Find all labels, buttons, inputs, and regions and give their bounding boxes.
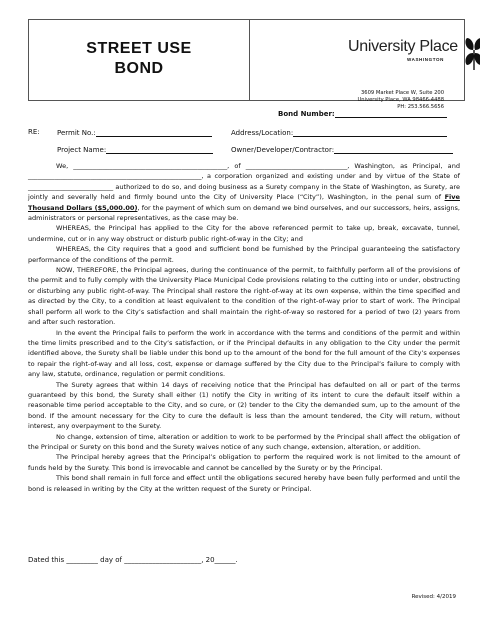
paragraph-whereas-bond: WHEREAS, the City requires that a good and sufficient bond be furnished by the Principal guaranteeing the satisfactory performance of the conditions of the permit.	[28, 245, 460, 264]
address-line-1: 3609 Market Place W, Suite 200	[361, 90, 444, 96]
revision-date: Revised: 4/2019	[411, 594, 456, 600]
re-label: RE:	[28, 128, 40, 136]
address-location-label: Address/Location:	[231, 129, 294, 137]
logo-subtext: WASHINGTON	[407, 57, 444, 62]
paragraph-obligation: The Principal hereby agrees that the Principal’s obligation to perform the required work is not limited to the amount of funds held by the Surety. This bond is irrevocable and cannot be cancelled by the Surety or by the Principal.	[28, 453, 460, 472]
header-box	[28, 19, 465, 110]
project-name-field[interactable]	[57, 145, 213, 154]
title-line-2: BOND	[114, 60, 164, 77]
bond-number-field[interactable]	[278, 109, 447, 118]
logo-text: University Place	[348, 38, 458, 55]
owner-developer-field[interactable]	[231, 145, 453, 154]
permit-no-blank[interactable]	[96, 128, 212, 137]
parties-text-end: , for the payment of which sum on demand we bind ourselves, and our successors, heirs, assigns, administrators or personal representatives, as the case may be.	[28, 203, 460, 223]
owner-developer-blank[interactable]	[334, 145, 453, 154]
address-location-blank[interactable]	[293, 128, 447, 137]
permit-no-field[interactable]	[57, 128, 212, 137]
paragraph-parties	[28, 161, 460, 223]
project-name-blank[interactable]	[106, 145, 213, 154]
title-line-1: STREET USE	[86, 40, 192, 57]
owner-developer-label: Owner/Developer/Contractor:	[231, 146, 335, 154]
permit-no-label: Permit No.:	[57, 129, 96, 137]
header-divider	[249, 20, 250, 100]
page-title	[29, 39, 249, 79]
bond-number-blank[interactable]	[335, 109, 447, 118]
leaf-logo-icon	[463, 36, 480, 72]
paragraph-whereas-permit: WHEREAS, the Principal has applied to the City for the above referenced permit to take up, break, excavate, tunnel, undermine, cut or in any way obstruct or disturb public right-of-way in the City; and	[28, 224, 460, 243]
paragraph-no-change: No change, extension of time, alteration or addition to work to be performed by the Principal shall affect the obligation of the Principal or Surety on this bond and the Surety waives notice of any such change, extension, alteration, or addition.	[28, 432, 460, 451]
bond-body	[28, 161, 460, 494]
phone-number: PH: 253.566.5656	[397, 104, 444, 110]
parties-text: We, _______________________________________________, of _______________________________, Washington, as Principal, and _____________________________________________________, a corporation organized and existing under and by virtue of the State of __________________________ authorized to do so, and doing business as a Surety company in the State of Washington, as Surety, are jointly and severally held and firmly bound unto the City of University Place (“City”), Washington, in the penal sum of	[28, 162, 460, 202]
paragraph-surety-notice: The Surety agrees that within 14 days of receiving notice that the Principal has defaulted on all or part of the terms guaranteed by this bond, the Surety shall either (1) notify the City in writing of its intent to cure the default itself within a reasonable time period acceptable to the City, and so cure, or (2) tender to the City the demanded sum, up to the amount of the bond. If the amount necessary for the City to cure the default is less than the amount tendered, the City will return, without interest, any overpayment to the Surety.	[28, 380, 460, 431]
dated-line[interactable]: Dated this _________ day of ______________________, 20______.	[28, 556, 238, 564]
paragraph-default: In the event the Principal fails to perform the work in accordance with the terms and conditions of the permit and within the time limits prescribed and to the City’s satisfaction, or if the Principal defaults in any obligation to the City under the permit identified above, the Surety shall be liable under this bond up to the amount of the bond for the full amount of the City’s expenses to repair the right-of-way and all loss, cost, expense or damage suffered by the City due to the Principal’s failure to comply with any law, statute, ordinance, regulation or permit conditions.	[28, 328, 460, 379]
paragraph-now-therefore: NOW, THEREFORE, the Principal agrees, during the continuance of the permit, to faithfully perform all of the provisions of the permit and to fully comply with the University Place Municipal Code provisions relating to the cutting into or under, obstructing or disturbing any public right-of-way. The Principal shall restore the right-of-way at its own expense, within the time specified and as directed by the City, to a condition at least equivalent to the condition of the right-of-way prior to start of work. The Principal shall perform all work to the City’s satisfaction and shall maintain the right-of-way so restored for a period of two (2) years from and after such restoration.	[28, 266, 460, 327]
address-line-2: University Place, WA 98466-4488	[357, 97, 444, 103]
address-location-field[interactable]	[231, 128, 447, 137]
penal-sum: Five Thousand Dollars ($5,000.00)	[28, 193, 460, 212]
project-name-label: Project Name:	[57, 146, 107, 154]
city-address	[357, 90, 444, 111]
bond-number-label: Bond Number:	[278, 110, 335, 118]
paragraph-duration: This bond shall remain in full force and effect until the obligations secured hereby have been fully performed and until the bond is released in writing by the City at the written request of the Surety or Principal.	[28, 474, 460, 493]
